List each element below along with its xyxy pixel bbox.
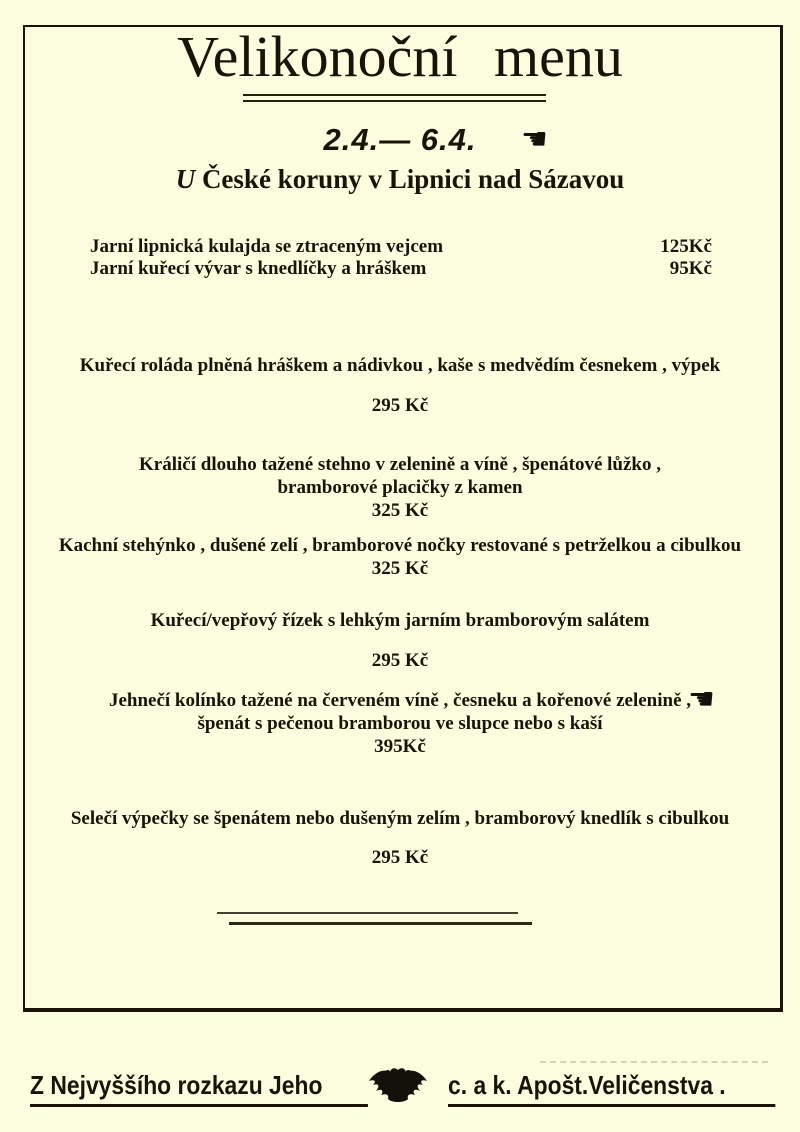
- dish-name: Králičí dlouho tažené stehno v zelenině a víně , špenátové lůžko ,: [139, 454, 661, 475]
- soup-list: [90, 236, 712, 279]
- soup-name: Jarní kuřecí vývar s knedlíčky a hráškem: [90, 257, 427, 279]
- soup-row: [90, 236, 712, 258]
- dish-price: 395Kč: [374, 736, 426, 757]
- divider-line: [217, 912, 518, 914]
- dish-name: Jehnečí kolínko tažené na červeném víně , česneku a kořenové zelenině ,: [108, 690, 692, 711]
- venue-name: České koruny v Lipnici nad Sázavou: [201, 164, 625, 194]
- date-range: 2.4.— 6.4.: [323, 122, 477, 157]
- footer-text-left: Z Nejvyššího rozkazu Jeho: [30, 1070, 368, 1107]
- divider-line: [229, 922, 532, 925]
- dish-name: Kuřecí roláda plněná hráškem a nádivkou , kaše s medvědím česnekem , výpek: [79, 355, 721, 376]
- dish-block: [0, 453, 800, 522]
- dish-price: 325 Kč: [371, 558, 429, 579]
- venue-prefix: U: [175, 164, 196, 194]
- venue-line: [0, 164, 800, 195]
- dish-name: Kachní stehýnko , dušené zelí , bramborové nočky restované s petrželkou a cibulkou: [58, 535, 742, 556]
- page-title: Velikonoční menu: [177, 24, 623, 89]
- dish-block: [0, 534, 800, 580]
- soup-row: [90, 258, 712, 280]
- dish-name-line2: bramborové placičky z kamen: [277, 477, 523, 498]
- dish-name: Selečí výpečky se špenátem nebo dušeným zelím , bramborový knedlík s cibulkou: [70, 808, 730, 829]
- pointing-hand-icon: ☚: [688, 682, 715, 717]
- footer: [0, 1066, 800, 1126]
- pointing-hand-icon: ☚: [521, 122, 548, 157]
- soup-name: Jarní lipnická kulajda se ztraceným vejcem: [90, 236, 444, 257]
- dish-price: 295 Kč: [371, 650, 429, 671]
- dish-name-line2: špenát s pečenou bramborou ve slupce nebo s kaší: [197, 713, 603, 734]
- soup-price: 95Kč: [669, 257, 712, 279]
- imperial-eagle-icon: [366, 1066, 430, 1113]
- dish-price: 295 Kč: [371, 847, 429, 868]
- dish-block: [0, 689, 800, 758]
- dish-price: 325 Kč: [371, 500, 429, 521]
- dish-name: Kuřecí/vepřový řízek s lehkým jarním bramborovým salátem: [150, 610, 650, 631]
- footer-text-right: c. a k. Apošt.Veličenstva .: [448, 1070, 775, 1107]
- faint-dashed-line: [540, 1061, 768, 1063]
- title-double-underline: [243, 94, 546, 102]
- dish-price: 295 Kč: [371, 395, 429, 416]
- soup-price: 125Kč: [660, 236, 712, 257]
